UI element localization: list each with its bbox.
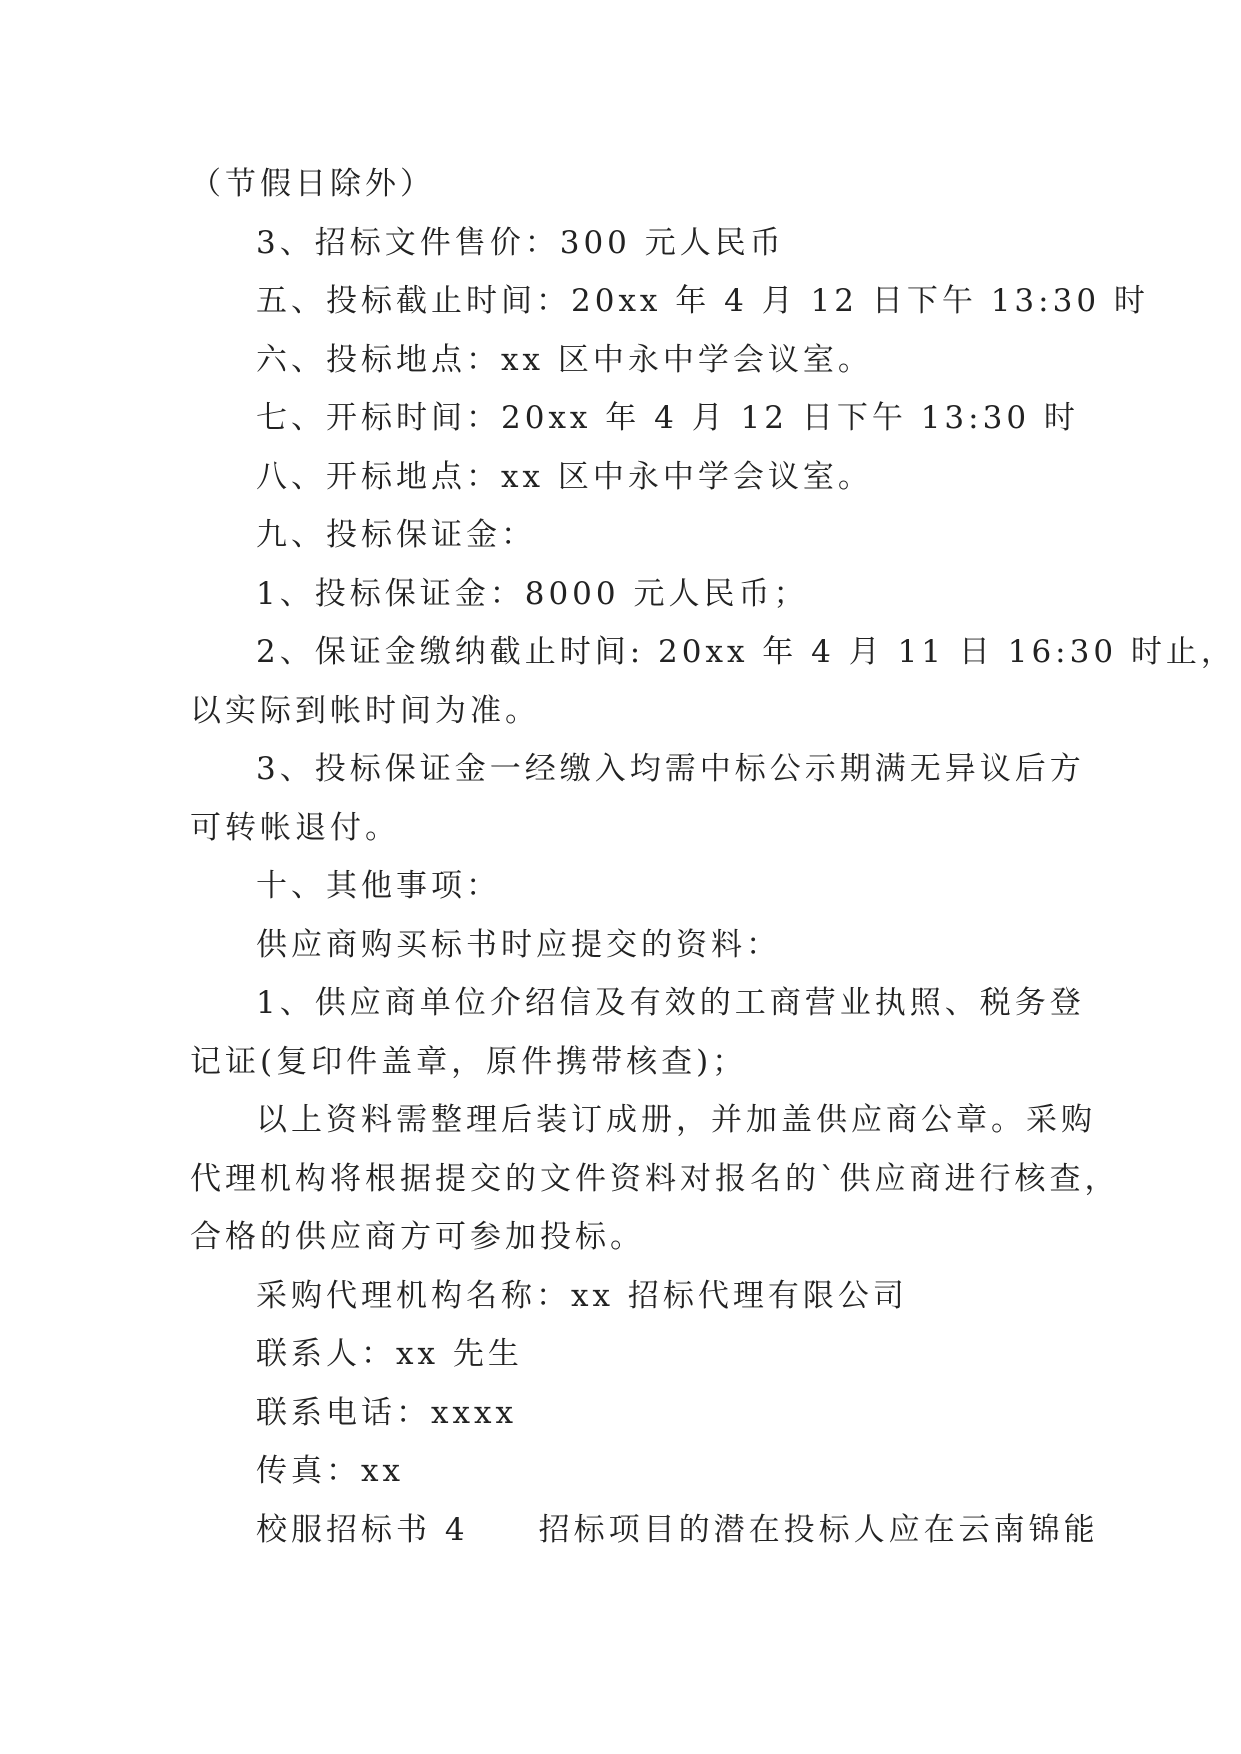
text-line: 联系电话：xxxx	[256, 1394, 517, 1431]
text-line: 联系人：xx 先生	[256, 1336, 523, 1372]
text-line: （节假日除外）	[190, 166, 435, 202]
text-line: 采购代理机构名称：xx 招标代理有限公司	[256, 1277, 908, 1314]
text-line: 合格的供应商方可参加投标。	[190, 1219, 645, 1255]
text-line: 五、投标截止时间：20xx 年 4 月 12 日下午 13:30 时	[256, 283, 1149, 319]
text-line: 八、开标地点：xx 区中永中学会议室。	[256, 458, 873, 495]
text-line: 以实际到帐时间为准。	[190, 692, 540, 729]
text-line: 2、保证金缴纳截止时间: 20xx 年 4 月 11 日 16:30 时止，	[256, 634, 1236, 670]
text-line: 十、其他事项：	[256, 868, 501, 904]
text-line: 记证(复印件盖章，原件携带核查)；	[190, 1043, 748, 1080]
text-line: 可转帐退付。	[190, 809, 400, 846]
text-line: 传真：xx	[256, 1453, 404, 1489]
text-line: 代理机构将根据提交的文件资料对报名的`供应商进行核查，	[190, 1160, 1120, 1197]
text-line: 以上资料需整理后装订成册，并加盖供应商公章。采购	[256, 1102, 1096, 1138]
text-line: 供应商购买标书时应提交的资料：	[256, 926, 781, 963]
text-line: 3、招标文件售价：300 元人民币	[256, 224, 785, 261]
text-line: 七、开标时间：20xx 年 4 月 12 日下午 13:30 时	[256, 400, 1079, 436]
document-body	[190, 155, 1236, 1559]
text-line: 六、投标地点：xx 区中永中学会议室。	[256, 341, 873, 378]
text-line: 1、投标保证金：8000 元人民币；	[256, 575, 809, 612]
text-line: 1、供应商单位介绍信及有效的工商营业执照、税务登	[256, 985, 1085, 1021]
text-line: 九、投标保证金：	[256, 517, 536, 553]
text-line: 3、投标保证金一经缴入均需中标公示期满无异议后方	[256, 751, 1085, 787]
text-line: 校服招标书 4 招标项目的潜在投标人应在云南锦能	[256, 1511, 1099, 1548]
